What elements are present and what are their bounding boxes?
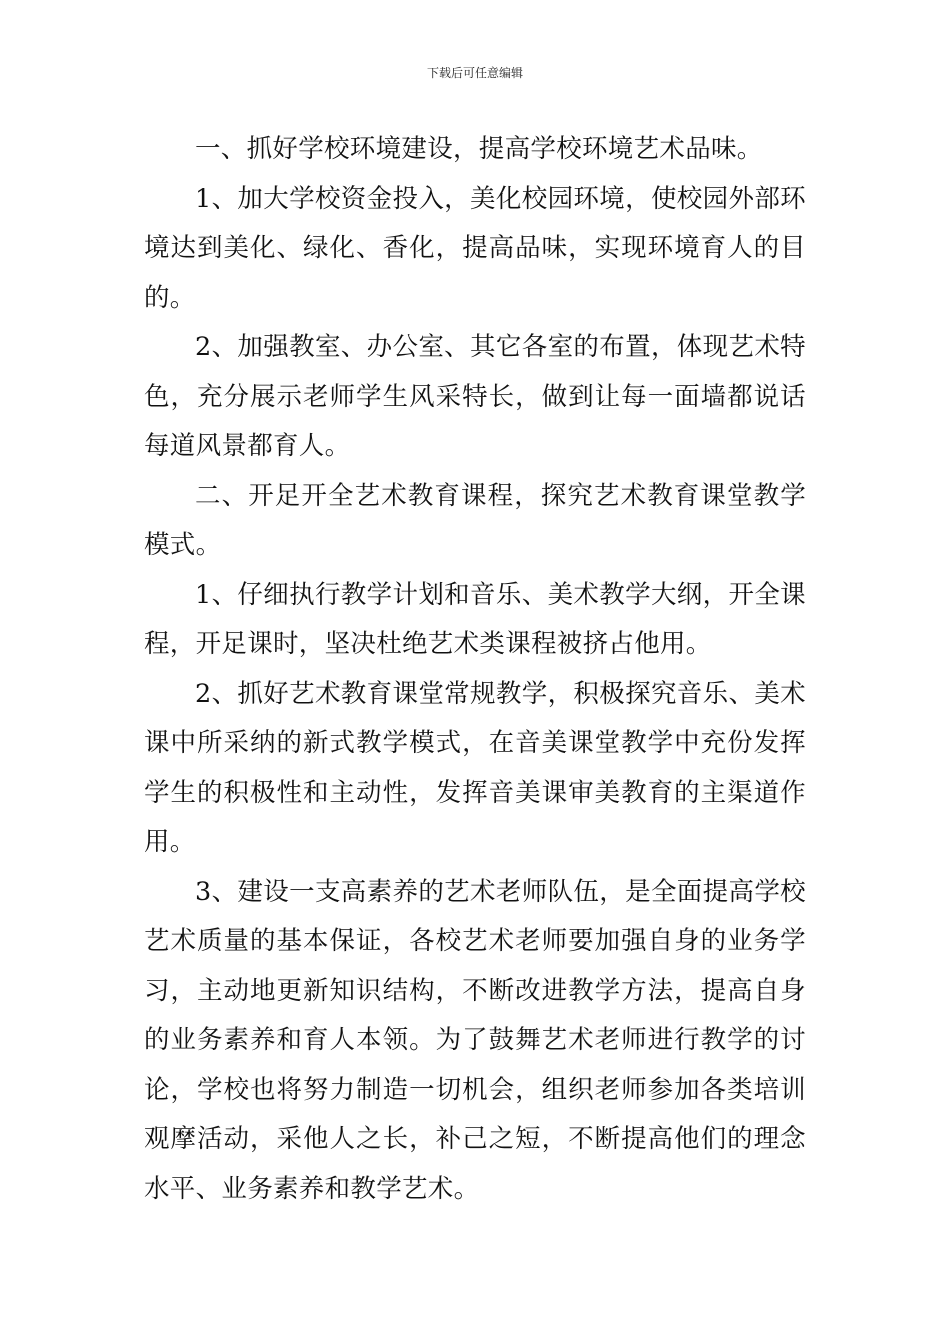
page-header: 下载后可任意编辑 [426,66,523,80]
paragraph-item-1-1: 1、加大学校资金投入，美化校园环境，使校园外部环境达到美化、绿化、香化，提高品味，实现环境育人的目的。 [144,183,806,313]
document-body [144,125,806,1214]
paragraph-item-2-3: 3、建设一支高素养的艺术老师队伍，是全面提高学校艺术质量的基本保证，各校艺术老师要加强自身的业务学习，主动地更新知识结构，不断改进教学方法，提高自身的业务素养和育人本领。为了鼓舞艺术老师进行教学的讨论，学校也将努力制造一切机会，组织老师参加各类培训观摩活动，采他人之长，补己之短，不断提高他们的理念水平、业务素养和教学艺术。 [144,876,806,1204]
section-heading-2: 二、开足开全艺术教育课程，探究艺术教育课堂教学模式。 [144,480,806,560]
section-heading-1: 一、抓好学校环境建设，提高学校环境艺术品味。 [195,134,763,164]
paragraph-item-2-1: 1、仔细执行教学计划和音乐、美术教学大纲，开全课程，开足课时，坚决杜绝艺术类课程被挤占他用。 [144,579,806,659]
paragraph-item-1-2: 2、加强教室、办公室、其它各室的布置，体现艺术特色，充分展示老师学生风采特长，做到让每一面墙都说话每道风景都育人。 [144,332,806,461]
paragraph-item-2-2: 2、抓好艺术教育课堂常规教学，积极探究音乐、美术课中所采纳的新式教学模式，在音美课堂教学中充份发挥学生的积极性和主动性，发挥音美课审美教育的主渠道作用。 [144,678,806,857]
